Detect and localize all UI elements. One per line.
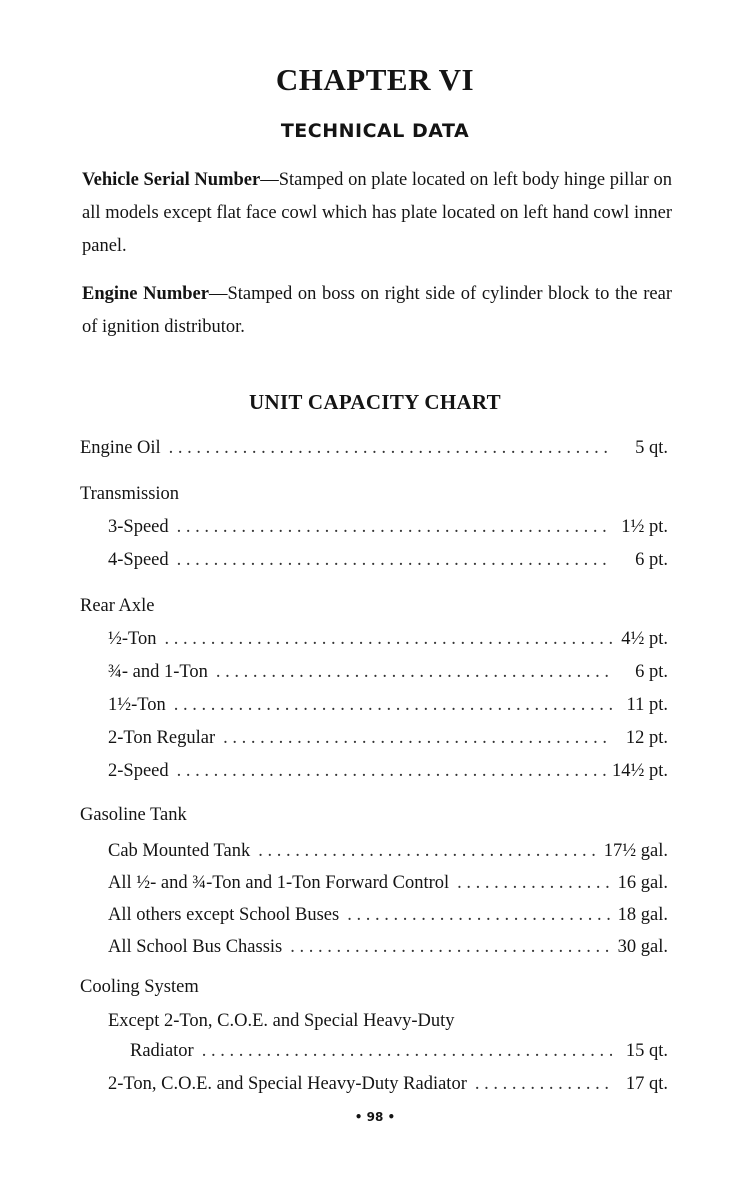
group-heading: Cooling System — [80, 977, 199, 997]
row-label: ½-Ton — [108, 629, 157, 649]
capacity-row — [130, 1041, 668, 1067]
dot-leader — [165, 629, 612, 650]
capacity-row — [108, 662, 668, 688]
row-value: 17 qt. — [625, 1074, 668, 1094]
row-label: All ½- and ¾-Ton and 1-Ton Forward Control — [108, 873, 450, 893]
row-value: 6 pt. — [635, 550, 668, 570]
paragraph-term: Vehicle Serial Number — [82, 170, 261, 190]
dot-leader — [177, 761, 608, 782]
row-value: 4½ pt. — [621, 629, 668, 649]
row-label: 2-Ton Regular — [108, 728, 216, 748]
row-label: All others except School Buses — [108, 905, 340, 925]
dot-leader — [177, 517, 612, 538]
dot-leader — [169, 438, 612, 459]
capacity-row — [108, 937, 668, 963]
paragraph-term: Engine Number — [82, 284, 209, 304]
dot-leader — [258, 841, 600, 862]
row-value: 14½ pt. — [611, 761, 668, 781]
dot-leader — [216, 662, 612, 683]
row-label: 3-Speed — [108, 517, 169, 537]
row-value: 11 pt. — [626, 695, 668, 715]
dot-leader — [475, 1074, 612, 1095]
row-label: Engine Oil — [80, 438, 161, 458]
paragraph-text: —Stamped on boss on right side of cylinder block to the rear of ignition distributor. — [82, 284, 672, 337]
row-value: 18 gal. — [617, 905, 668, 925]
row-label: Cab Mounted Tank — [108, 841, 251, 861]
capacity-row — [108, 1074, 668, 1100]
row-value: 1½ pt. — [621, 517, 668, 537]
dot-leader — [174, 695, 612, 716]
row-label: All School Bus Chassis — [108, 937, 283, 957]
dot-leader — [457, 873, 612, 894]
row-value: 12 pt. — [625, 728, 668, 748]
row-label: 2-Ton, C.O.E. and Special Heavy-Duty Radiator — [108, 1074, 467, 1094]
capacity-row — [108, 629, 668, 655]
row-label: 1½-Ton — [108, 695, 166, 715]
row-value: 5 qt. — [635, 438, 668, 458]
row-value: 17½ gal. — [603, 841, 668, 861]
row-label: Except 2-Ton, C.O.E. and Special Heavy-Duty — [108, 1011, 455, 1031]
section-title: UNIT CAPACITY CHART — [249, 390, 501, 414]
capacity-row — [108, 761, 668, 787]
chapter-heading: CHAPTER VI — [275, 62, 475, 97]
dot-leader — [347, 905, 612, 926]
capacity-row — [108, 695, 668, 721]
row-label: 4-Speed — [108, 550, 169, 570]
chapter-subtitle: TECHNICAL DATA — [280, 120, 470, 142]
dot-leader — [223, 728, 612, 749]
page-number: • 98 • — [354, 1110, 396, 1124]
row-value: 15 qt. — [625, 1041, 668, 1061]
engine-number-paragraph — [82, 278, 672, 344]
row-label: ¾- and 1-Ton — [108, 662, 208, 682]
dot-leader — [202, 1041, 612, 1062]
capacity-row — [108, 517, 668, 543]
dot-leader — [290, 937, 612, 958]
capacity-row — [108, 873, 668, 899]
row-value: 16 gal. — [617, 873, 668, 893]
paragraph-text: —Stamped on plate located on left body hinge pillar on all models except flat face cowl which has plate located on left hand cowl inner panel. — [82, 170, 672, 256]
serial-number-paragraph — [82, 164, 672, 263]
group-heading: Gasoline Tank — [80, 805, 187, 825]
capacity-row — [108, 841, 668, 867]
row-label: Radiator — [130, 1041, 194, 1061]
capacity-row — [108, 550, 668, 576]
capacity-row — [80, 438, 668, 464]
row-value: 30 gal. — [617, 937, 668, 957]
capacity-row — [108, 728, 668, 754]
group-heading: Rear Axle — [80, 596, 155, 616]
row-label: 2-Speed — [108, 761, 169, 781]
dot-leader — [177, 550, 612, 571]
capacity-row — [108, 905, 668, 931]
group-heading: Transmission — [80, 484, 180, 504]
row-value: 6 pt. — [635, 662, 668, 682]
